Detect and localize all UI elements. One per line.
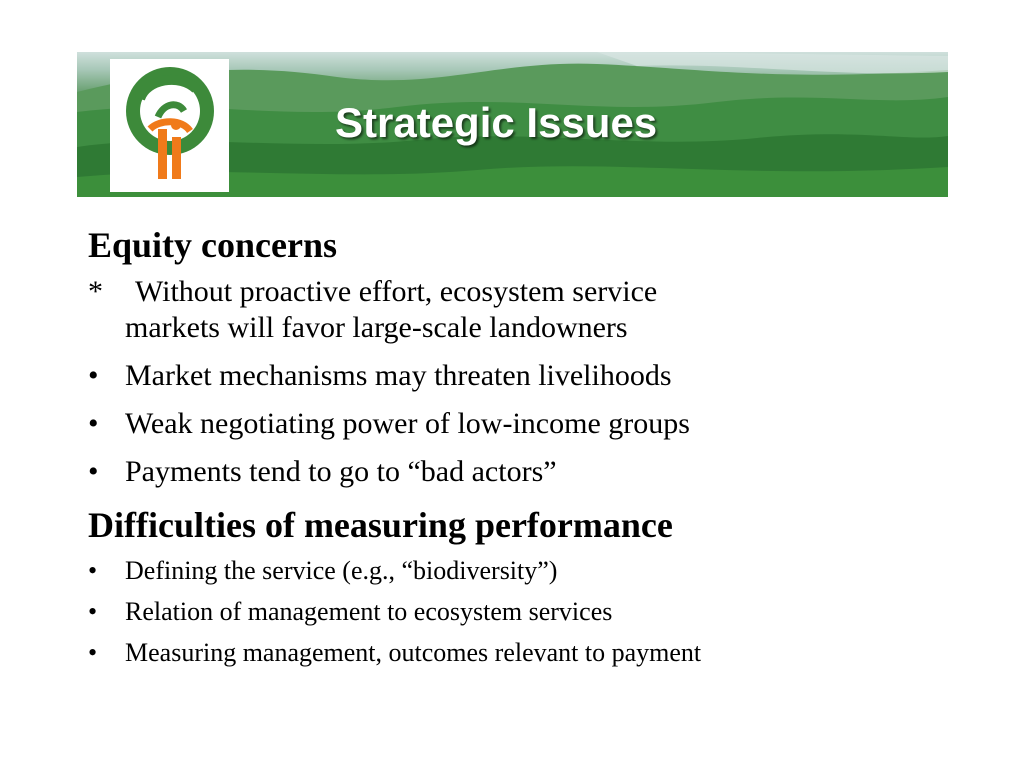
list-item-text: Payments tend to go to “bad actors” <box>125 455 557 488</box>
header-banner <box>77 52 948 197</box>
list-item-text: Defining the service (e.g., “biodiversity”) <box>125 556 558 585</box>
section-heading-performance: Difficulties of measuring performance <box>88 505 673 545</box>
bullet-marker: • <box>88 455 99 488</box>
list-item <box>88 556 988 586</box>
slide-body <box>88 220 988 668</box>
asterisk-marker: * <box>88 275 103 308</box>
bullet-marker: • <box>88 407 99 440</box>
list-item <box>88 358 988 394</box>
page-title: Strategic Issues <box>335 99 658 146</box>
list-item <box>88 638 988 668</box>
logo-box <box>110 59 229 192</box>
tree-with-figure-logo-icon <box>110 59 229 192</box>
bullet-marker: • <box>88 597 98 626</box>
list-item <box>88 406 988 442</box>
list-item <box>88 274 988 346</box>
list-item <box>88 597 988 627</box>
bullet-marker: • <box>88 359 99 392</box>
section-heading-equity: Equity concerns <box>88 225 338 265</box>
bullet-marker: • <box>88 638 98 667</box>
list-item-text: Weak negotiating power of low-income groups <box>125 407 690 440</box>
list-item-text: Measuring management, outcomes relevant to payment <box>125 638 702 667</box>
list-item-text: Relation of management to ecosystem services <box>125 597 613 626</box>
bullet-marker: • <box>88 556 98 585</box>
list-item-text: Without proactive effort, ecosystem service <box>135 275 658 308</box>
list-item-text: Market mechanisms may threaten livelihoods <box>125 359 672 392</box>
list-item <box>88 454 988 490</box>
list-item-text-continued: markets will favor large-scale landowners <box>125 311 628 344</box>
